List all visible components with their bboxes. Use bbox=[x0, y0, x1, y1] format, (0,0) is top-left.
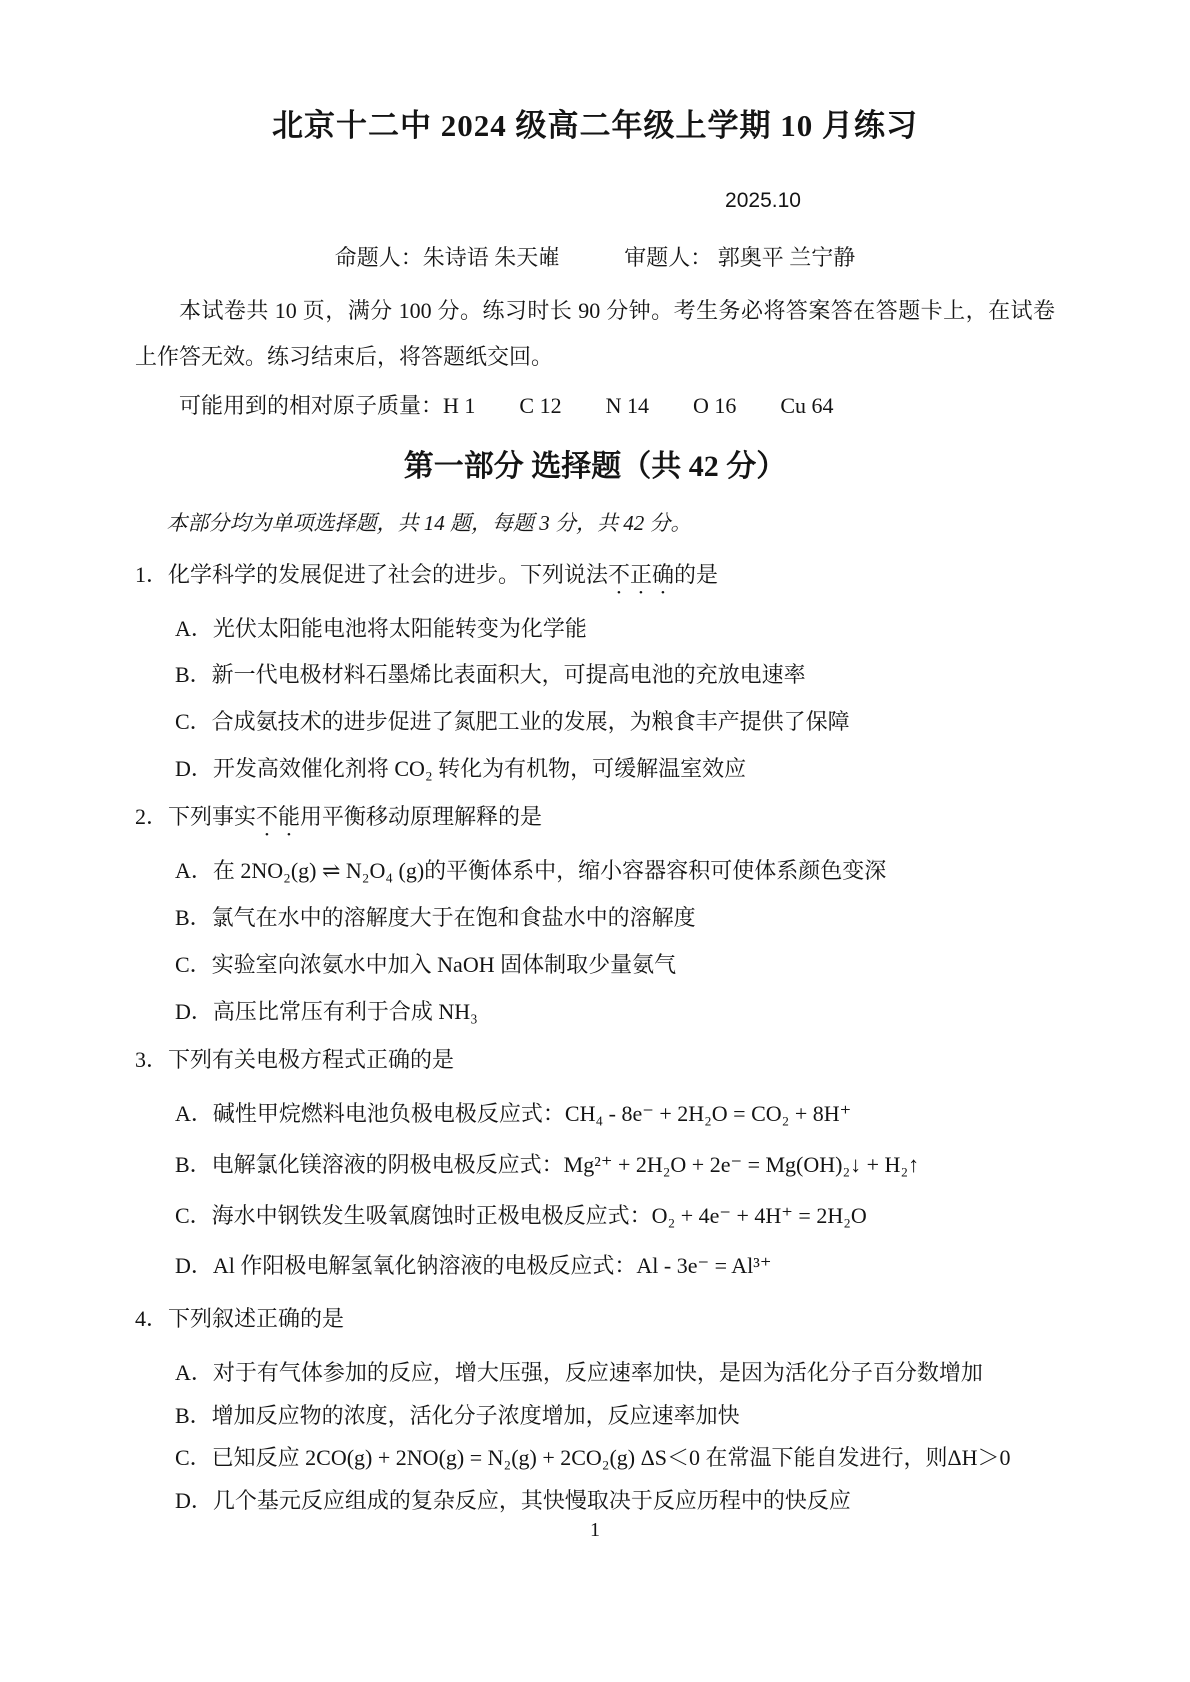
question-2-option-a: A．在 2NO₂(g) ⇌ N₂O₄ (g)的平衡体系中，缩小容器容积可使体系颜色变深 bbox=[175, 858, 887, 884]
exam-instructions: 本试卷共 10 页，满分 100 分。练习时长 90 分钟。考生务必将答案答在答题卡上，在试卷上作答无效。练习结束后，将答题纸交回。 bbox=[135, 298, 1055, 369]
question-1-option-d: D．开发高效催化剂将 CO₂ 转化为有机物，可缓解温室效应 bbox=[175, 755, 747, 781]
question-2-stem bbox=[135, 800, 1055, 841]
question-text: 的是 bbox=[674, 561, 719, 587]
question-2-option-c: C．实验室向浓氨水中加入 NaOH 固体制取少量氨气 bbox=[175, 951, 677, 977]
page-title: 北京十二中 2024 级高二年级上学期 10 月练习 bbox=[272, 108, 918, 143]
question-3-stem bbox=[135, 1043, 1055, 1084]
section-heading: 第一部分 选择题（共 42 分） bbox=[403, 450, 787, 484]
question-4-stem bbox=[135, 1302, 1055, 1343]
question-2-option-d: D．高压比常压有利于合成 NH₃ bbox=[175, 998, 478, 1024]
page-number: 1 bbox=[590, 1519, 600, 1541]
question-4-option-d: D．几个基元反应组成的复杂反应，其快慢取决于反应历程中的快反应 bbox=[175, 1488, 851, 1513]
question-3 bbox=[135, 1043, 1055, 1281]
question-2 bbox=[135, 800, 1055, 1026]
question-2-option-b: B．氯气在水中的溶解度大于在饱和食盐水中的溶解度 bbox=[175, 905, 696, 931]
question-emphasis: 不能 bbox=[256, 804, 301, 830]
question-1-stem bbox=[135, 558, 1055, 599]
reviewers-label: 审题人： 郭奥平 兰宁静 bbox=[624, 245, 856, 270]
question-text: 2．下列事实 bbox=[135, 804, 257, 830]
question-text: 用平衡移动原理解释的是 bbox=[300, 804, 543, 830]
question-3-option-d: D．Al 作阳极电解氢氧化钠溶液的电极反应式：Al - 3e⁻ = Al³⁺ bbox=[175, 1253, 772, 1279]
question-text: 1．化学科学的发展促进了社会的进步。下列说法 bbox=[135, 561, 609, 587]
question-text: 3．下列有关电极方程式正确的是 bbox=[135, 1047, 455, 1073]
question-4-option-a: A．对于有气体参加的反应，增大压强，反应速率加快，是因为活化分子百分数增加 bbox=[175, 1359, 983, 1385]
question-4 bbox=[135, 1302, 1055, 1516]
question-4-option-c: C．已知反应 2CO(g) + 2NO(g) = N₂(g) + 2CO₂(g) ΔS＜0 在常温下能自发进行，则ΔH＞0 bbox=[175, 1445, 1011, 1471]
question-1-option-a: A．光伏太阳能电池将太阳能转变为化学能 bbox=[175, 615, 587, 641]
exam-date: 2025.10 bbox=[725, 189, 801, 212]
atomic-masses-line: 可能用到的相对原子质量：H 1 C 12 N 14 O 16 Cu 64 bbox=[179, 392, 834, 418]
question-1-option-b: B．新一代电极材料石墨烯比表面积大，可提高电池的充放电速率 bbox=[175, 662, 806, 688]
question-emphasis: 不正确 bbox=[608, 561, 675, 587]
section-note: 本部分均为单项选择题，共 14 题，每题 3 分，共 42 分。 bbox=[166, 511, 692, 536]
question-3-option-a: A．碱性甲烷燃料电池负极电极反应式：CH₄ - 8e⁻ + 2H₂O = CO₂ + 8H⁺ bbox=[175, 1101, 852, 1127]
question-4-option-b: B．增加反应物的浓度，活化分子浓度增加，反应速率加快 bbox=[175, 1402, 740, 1428]
question-3-option-b: B．电解氯化镁溶液的阴极电极反应式：Mg²⁺ + 2H₂O + 2e⁻ = Mg(OH)₂↓ + H₂↑ bbox=[175, 1151, 920, 1177]
question-text: 4．下列叙述正确的是 bbox=[135, 1305, 345, 1331]
authors-line bbox=[135, 241, 1055, 272]
question-1 bbox=[135, 558, 1055, 784]
question-3-option-c: C．海水中钢铁发生吸氧腐蚀时正极电极反应式：O₂ + 4e⁻ + 4H⁺ = 2H₂O bbox=[175, 1202, 867, 1228]
question-1-option-c: C．合成氨技术的进步促进了氮肥工业的发展，为粮食丰产提供了保障 bbox=[175, 709, 850, 735]
setters-label: 命题人：朱诗语 朱天嶉 bbox=[334, 245, 561, 270]
